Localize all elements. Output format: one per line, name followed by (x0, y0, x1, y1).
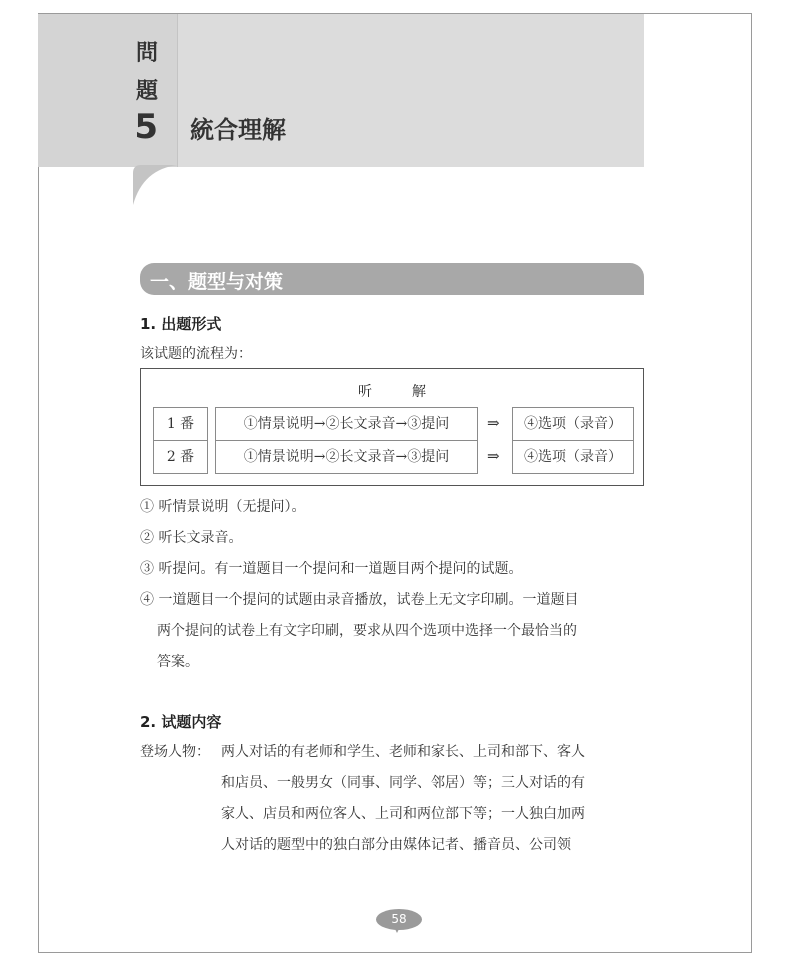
diagram-arrow: ⇒ (487, 447, 500, 465)
part2-line: 家人、店员和两位客人、上司和两位部下等；一人独白加两 (221, 806, 585, 822)
mondai-char-2: 題 (135, 79, 158, 104)
diagram-row-flow: ①情景说明→②长文录音→③提问 (215, 440, 478, 474)
flow-diagram (140, 368, 644, 486)
diagram-row-result: ④选项（录音） (512, 407, 634, 441)
diagram-row-label: 2 番 (153, 440, 208, 474)
section-heading: 一、题型与对策 (150, 271, 284, 293)
diagram-title: 听解 (358, 384, 466, 400)
part1-intro: 该试题的流程为： (140, 346, 252, 362)
diagram-arrow: ⇒ (487, 414, 500, 432)
page-number-pointer (394, 927, 400, 933)
diagram-row-flow: ①情景说明→②长文录音→③提问 (215, 407, 478, 441)
part2-line: 人对话的题型中的独白部分由媒体记者、播音员、公司领 (221, 837, 571, 853)
page-number: 58 (376, 909, 422, 930)
part2-line: 两人对话的有老师和学生、老师和家长、上司和部下、客人 (221, 744, 585, 760)
note-item: ② 听长文录音。 (140, 530, 243, 546)
part2-line: 和店员、一般男女（同事、同学、邻居）等；三人对话的有 (221, 775, 585, 791)
diagram-row-label: 1 番 (153, 407, 208, 441)
chapter-title: 統合理解 (190, 116, 286, 144)
part2-label: 登场人物： (140, 744, 210, 760)
note-item: ① 听情景说明（无提问）。 (140, 499, 306, 515)
note-continuation: 两个提问的试卷上有文字印刷，要求从四个选项中选择一个最恰当的 (157, 623, 577, 639)
note-continuation: 答案。 (157, 654, 199, 670)
section-heading-bar (140, 263, 644, 295)
diagram-row-result: ④选项（录音） (512, 440, 634, 474)
part2-heading: 2. 试题内容 (140, 713, 222, 731)
page-curl-decoration (133, 165, 178, 205)
note-item: ③ 听提问。有一道题目一个提问和一道题目两个提问的试题。 (140, 561, 523, 577)
part1-heading: 1. 出题形式 (140, 315, 222, 333)
chapter-tab (38, 14, 178, 167)
chapter-number: 5 (134, 107, 158, 147)
note-item: ④ 一道题目一个提问的试题由录音播放，试卷上无文字印刷。一道题目 (140, 592, 579, 608)
mondai-char-1: 問 (135, 41, 158, 66)
